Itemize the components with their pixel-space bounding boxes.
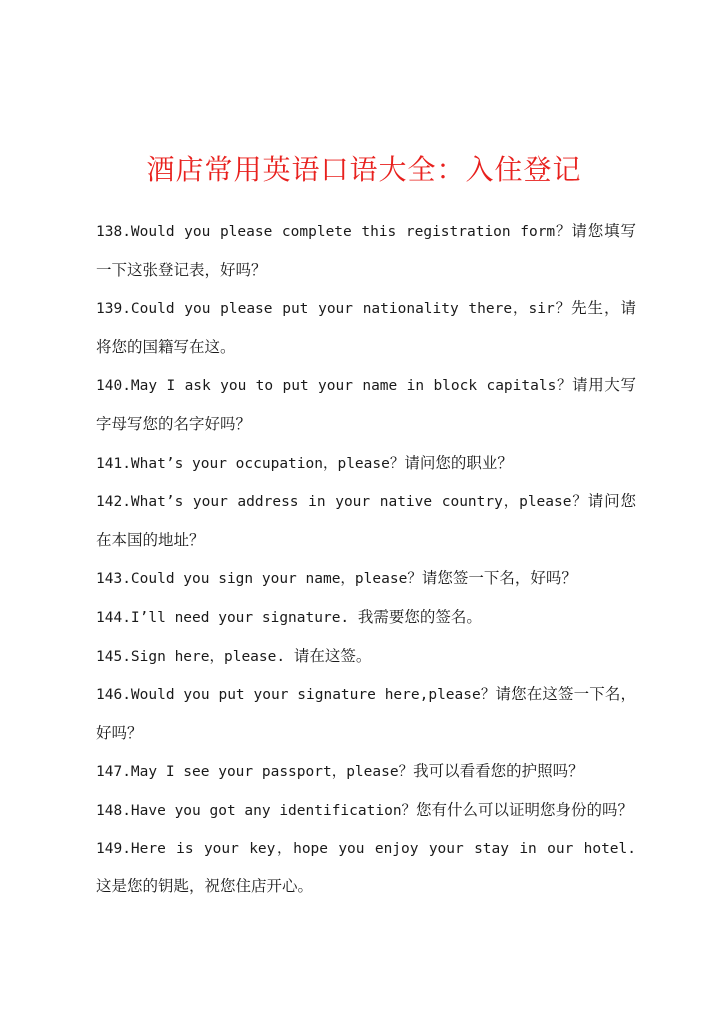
entry-english: May I ask you to put your name in block capitals？ — [130, 378, 573, 395]
entry-english: Here is your key，hope you enjoy your stay in our hotel. — [130, 840, 636, 857]
entry-number: 141. — [96, 455, 131, 472]
entry-chinese: 请用大写字母写您的名字好吗？ — [96, 376, 636, 433]
entry-chinese: 我可以看看您的护照吗？ — [413, 762, 584, 781]
entry-chinese: 请您填写一下这张登记表，好吗？ — [96, 222, 636, 279]
entry-145 — [96, 638, 636, 677]
entry-139 — [96, 290, 636, 367]
entry-number: 144. — [96, 609, 131, 626]
entry-149 — [96, 831, 636, 907]
entry-chinese: 先生，请将您的国籍写在这。 — [96, 299, 636, 356]
entry-english: What’s your occupation，please？ — [130, 455, 405, 472]
entry-number: 145. — [96, 648, 131, 665]
entry-146 — [96, 676, 636, 753]
entry-chinese: 请您签一下名，好吗？ — [421, 569, 577, 588]
entry-chinese: 这是您的钥匙，祝您住店开心。 — [96, 877, 314, 896]
entry-chinese: 请问您的职业？ — [404, 453, 513, 472]
document-title: 酒店常用英语口语大全：入住登记 — [146, 153, 582, 186]
entry-141 — [96, 445, 636, 484]
entry-chinese: 请您在这签一下名，好吗？ — [96, 685, 636, 742]
entry-number: 139. — [96, 301, 131, 318]
entry-147 — [96, 753, 636, 792]
entry-english: I’ll need your signature. — [130, 609, 358, 626]
entry-chinese: 请在这签。 — [293, 646, 372, 665]
entry-148 — [96, 792, 636, 831]
entry-english: Have you got any identification？ — [130, 802, 417, 819]
entry-english: Could you sign your name，please？ — [130, 571, 422, 588]
entry-144 — [96, 599, 636, 638]
entry-chinese: 请问您在本国的地址？ — [96, 492, 636, 549]
entry-number: 138. — [96, 224, 131, 240]
entry-number: 148. — [96, 802, 131, 819]
entry-number: 143. — [96, 571, 131, 588]
entry-number: 146. — [96, 687, 131, 704]
document-body — [96, 213, 636, 907]
entry-number: 149. — [96, 840, 131, 857]
entry-english: May I see your passport，please？ — [130, 764, 414, 781]
entry-number: 142. — [96, 494, 131, 511]
entry-english: Would you put your signature here,please？ — [130, 687, 496, 704]
entry-143 — [96, 560, 636, 599]
entry-english: What’s your address in your native country，please？ — [130, 494, 588, 511]
entry-english: Sign here，please. — [130, 648, 294, 665]
entry-english: Would you please complete this registration form？ — [130, 224, 572, 240]
entry-number: 140. — [96, 378, 131, 395]
entry-142 — [96, 483, 636, 560]
entry-140 — [96, 367, 636, 444]
entry-chinese: 我需要您的签名。 — [357, 607, 482, 626]
entry-chinese: 您有什么可以证明您身份的吗？ — [416, 800, 634, 819]
entry-english: Could you please put your nationality there，sir？ — [130, 301, 572, 318]
entry-138 — [96, 213, 636, 290]
entry-number: 147. — [96, 764, 131, 781]
